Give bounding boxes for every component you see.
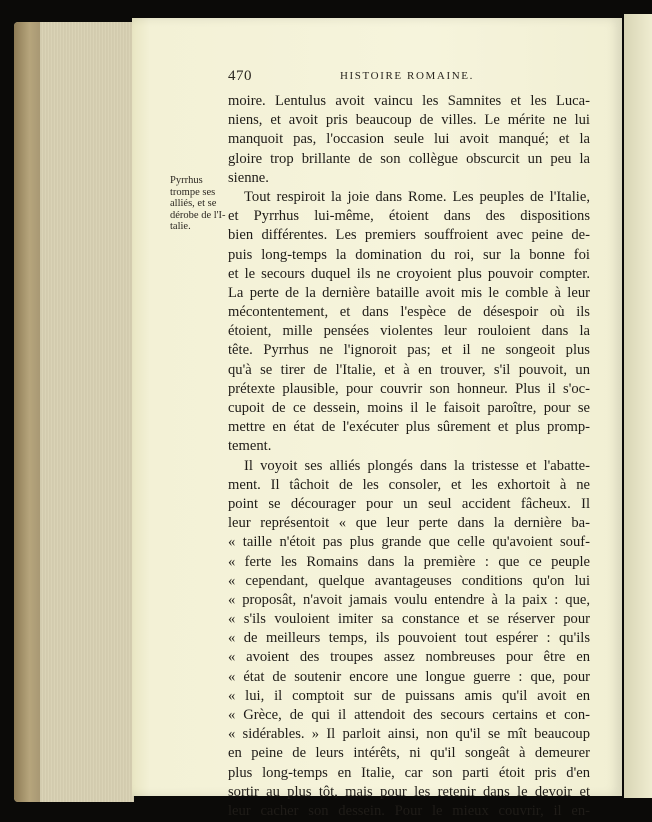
text-line: manquoit pas, l'occasion seule lui avoit manqué; et la (228, 131, 590, 148)
margin-note-line: trompe ses (170, 186, 216, 198)
text-line: et le secours duquel ils ne croyoient plus pouvoir compter. (228, 265, 590, 282)
text-line: « cependant, quelque avantageuses conditions qu'on lui (228, 572, 590, 589)
text-line: mécontentement, et dans l'espèce de désespoir où ils (228, 304, 590, 321)
text-line: « état de soutenir encore une longue guerre : que, pour (228, 668, 590, 685)
margin-note (170, 175, 226, 233)
text-line: cupoit de ce dessein, moins il le faisoit paroître, pour se (228, 400, 590, 416)
text-line: Tout respiroit la joie dans Rome. Les peuples de l'Italie, (244, 188, 590, 205)
text-line: bien différentes. Les premiers souffroient avec peine de- (228, 227, 590, 244)
text-line: « s'ils vouloient imiter sa constance et se réserver pour (228, 611, 590, 628)
text-line: « taille n'étoit pas plus grande que celle qu'avoient souf- (228, 534, 590, 551)
text-line: en peine de leurs intérêts, ni qu'il songeât à demeurer (228, 745, 590, 762)
margin-note-line: Pyrrhus (170, 175, 203, 186)
book-page-edges (14, 22, 134, 802)
text-line: niens, et avoit pris beaucoup de villes. Le mérite ne lui (228, 112, 590, 129)
text-line: La perte de la dernière bataille avoit mis le comble à leur (228, 284, 590, 301)
text-line: qu'à se tirer de l'Italie, et à en trouver, s'il pouvoit, un (228, 361, 590, 378)
text-line: puis long-temps la domination du roi, sur la bonne foi (228, 246, 590, 263)
text-line: « lui, il comptoit sur de puissans amis qu'il avoit en (228, 687, 590, 704)
text-line: « proposât, n'avoit jamais voulu entendre à la paix : que, (228, 591, 590, 608)
book-page (132, 18, 622, 819)
text-line: ment. Il tâchoit de les consoler, et les exhortoit à ne (228, 476, 590, 493)
margin-note-line: talie. (170, 221, 191, 232)
text-line: gloire trop brillante de son collègue obscurcit un peu la (228, 150, 590, 167)
margin-note-line: dérobe de l'I- (170, 209, 226, 221)
margin-note-line: alliés, et se (170, 198, 217, 209)
text-line: « ferte les Romains dans la première : que ce peuple (228, 553, 590, 570)
text-line: leur cacher son dessein. Pour le mieux couvrir, il en- (228, 802, 590, 819)
text-line: mettre en état de l'exécuter plus sûrement et plus promp- (228, 419, 590, 436)
text-line: moire. Lentulus avoit vaincu les Samnites et les Luca- (228, 93, 590, 109)
facing-page-edge (624, 14, 652, 798)
text-line: « de meilleurs temps, ils pouvoient tout espérer : qu'ils (228, 630, 590, 647)
text-line: étoient, mille pensées violentes leur rouloient dans la (228, 323, 590, 340)
text-line: « avoient des troupes assez nombreuses pour être en (228, 649, 590, 666)
text-line: plus long-temps en Italie, car son parti étoit pris d'en (228, 764, 590, 781)
running-head: HISTOIRE ROMAINE. (340, 70, 474, 82)
page-number: 470 (228, 68, 252, 84)
text-line: sortir au plus tôt, mais pour les retenir dans le devoir et (228, 783, 590, 800)
text-line: « sidérables. » Il parloit ainsi, non qu'il se mît beaucoup (228, 726, 590, 743)
body-text (228, 92, 590, 821)
text-line: sienne. (228, 169, 269, 186)
text-line: Il voyoit ses alliés plongés dans la tristesse et l'abatte- (244, 457, 590, 474)
text-line: tement. (228, 438, 272, 455)
text-line: « Grèce, de qui il attendoit des secours certains et con- (228, 707, 590, 723)
text-line: tête. Pyrrhus ne l'ignoroit pas; et il ne songeoit plus (228, 342, 590, 359)
text-line: leur représentoit « que leur perte dans la dernière ba- (228, 515, 590, 532)
text-line: point se décourager pour un seul accident fâcheux. Il (228, 495, 590, 512)
text-line: et Pyrrhus lui-même, étoient dans des dispositions (228, 208, 590, 225)
text-line: prétexte plausible, pour couvrir son honneur. Plus il s'oc- (228, 380, 590, 397)
